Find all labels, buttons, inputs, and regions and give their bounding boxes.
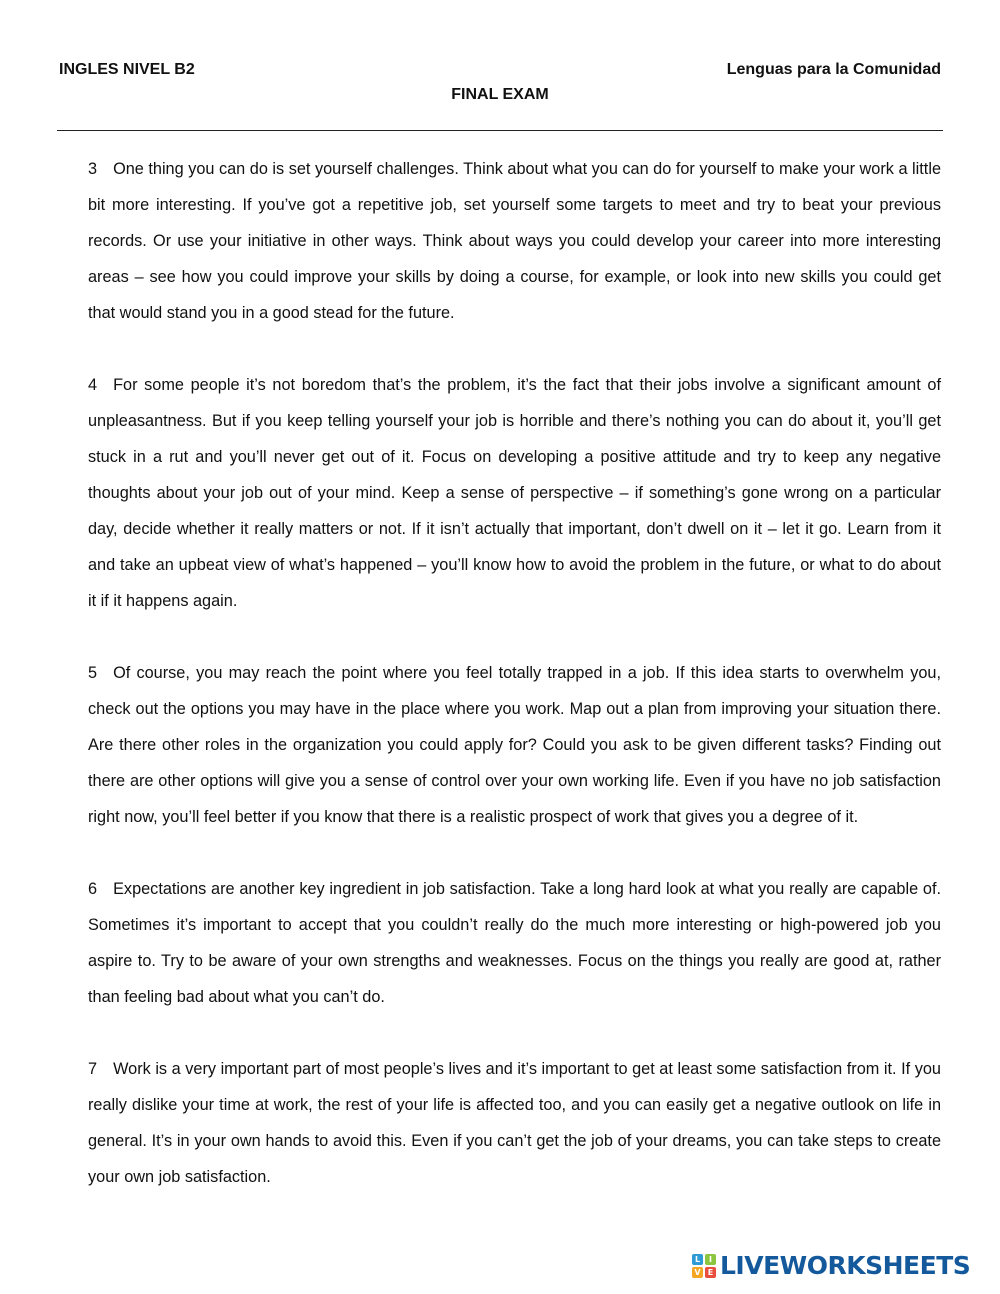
paragraph-number: 4 bbox=[88, 376, 98, 394]
logo-tile-l: L bbox=[692, 1254, 703, 1265]
paragraph-5 bbox=[88, 655, 941, 835]
liveworksheets-logo-icon bbox=[692, 1254, 716, 1278]
paragraph-7 bbox=[88, 1051, 941, 1195]
liveworksheets-wordmark: LIVEWORKSHEETS bbox=[720, 1251, 971, 1280]
paragraph-number: 6 bbox=[88, 880, 98, 898]
liveworksheets-logo bbox=[692, 1251, 970, 1280]
header-exam-title: FINAL EXAM bbox=[451, 86, 549, 103]
paragraph-text: For some people it’s not boredom that’s the problem, it’s the fact that their jobs involve a significant amount of unpleasantness. But if you keep telling yourself your job is horrible and there’s nothing you can do about it, you’ll get stuck in a rut and you’ll never get out of it. Focus on developing a positive attitude and try to keep any negative thoughts about your job out of your mind. Keep a sense of perspective – if something’s gone wrong on a particular day, decide whether it really matters or not. If it isn’t actually that important, don’t dwell on it – let it go. Learn from it and take an upbeat view of what’s happened – you’ll know how to avoid the problem in the future, or what to do about it if it happens again. bbox=[88, 376, 941, 610]
paragraph-3 bbox=[88, 151, 941, 331]
paragraph-text: Work is a very important part of most people’s lives and it’s important to get at least some satisfaction from it. If you really dislike your time at work, the rest of your life is affected too, and you can easily get a negative outlook on life in general. It’s in your own hands to avoid this. Even if you can’t get the job of your dreams, you can take steps to create your own job satisfaction. bbox=[88, 1060, 941, 1186]
header-divider bbox=[57, 130, 943, 131]
logo-tile-e: E bbox=[705, 1267, 716, 1278]
paragraph-4 bbox=[88, 367, 941, 619]
paragraph-number: 5 bbox=[88, 664, 98, 682]
logo-tile-v: V bbox=[692, 1267, 703, 1278]
paragraph-text: One thing you can do is set yourself challenges. Think about what you can do for yourself to make your work a little bit more interesting. If you’ve got a repetitive job, set yourself some targets to meet and try to beat your previous records. Or use your initiative in other ways. Think about ways you could develop your career into more interesting areas – see how you could improve your skills by doing a course, for example, or look into new skills you could get that would stand you in a good stead for the future. bbox=[88, 160, 941, 322]
reading-text bbox=[88, 151, 941, 1231]
logo-tile-i: I bbox=[705, 1254, 716, 1265]
paragraph-text: Expectations are another key ingredient in job satisfaction. Take a long hard look at what you really are capable of. Sometimes it’s important to accept that you couldn’t really do the much more interesting or high-powered job you aspire to. Try to be aware of your own strengths and weaknesses. Focus on the things you really are good at, rather than feeling bad about what you can’t do. bbox=[88, 880, 941, 1006]
paragraph-number: 7 bbox=[88, 1060, 98, 1078]
paragraph-text: Of course, you may reach the point where you feel totally trapped in a job. If this idea starts to overwhelm you, check out the options you may have in the place where you work. Map out a plan from improving your situation there. Are there other roles in the organization you could apply for? Could you ask to be given different tasks? Finding out there are other options will give you a sense of control over your own working life. Even if you have no job satisfaction right now, you’ll feel better if you know that there is a realistic prospect of work that gives you a degree of it. bbox=[88, 664, 941, 826]
paragraph-6 bbox=[88, 871, 941, 1015]
header-institution: Lenguas para la Comunidad bbox=[726, 61, 941, 78]
paragraph-number: 3 bbox=[88, 160, 98, 178]
header-course-title: INGLES NIVEL B2 bbox=[59, 61, 195, 78]
